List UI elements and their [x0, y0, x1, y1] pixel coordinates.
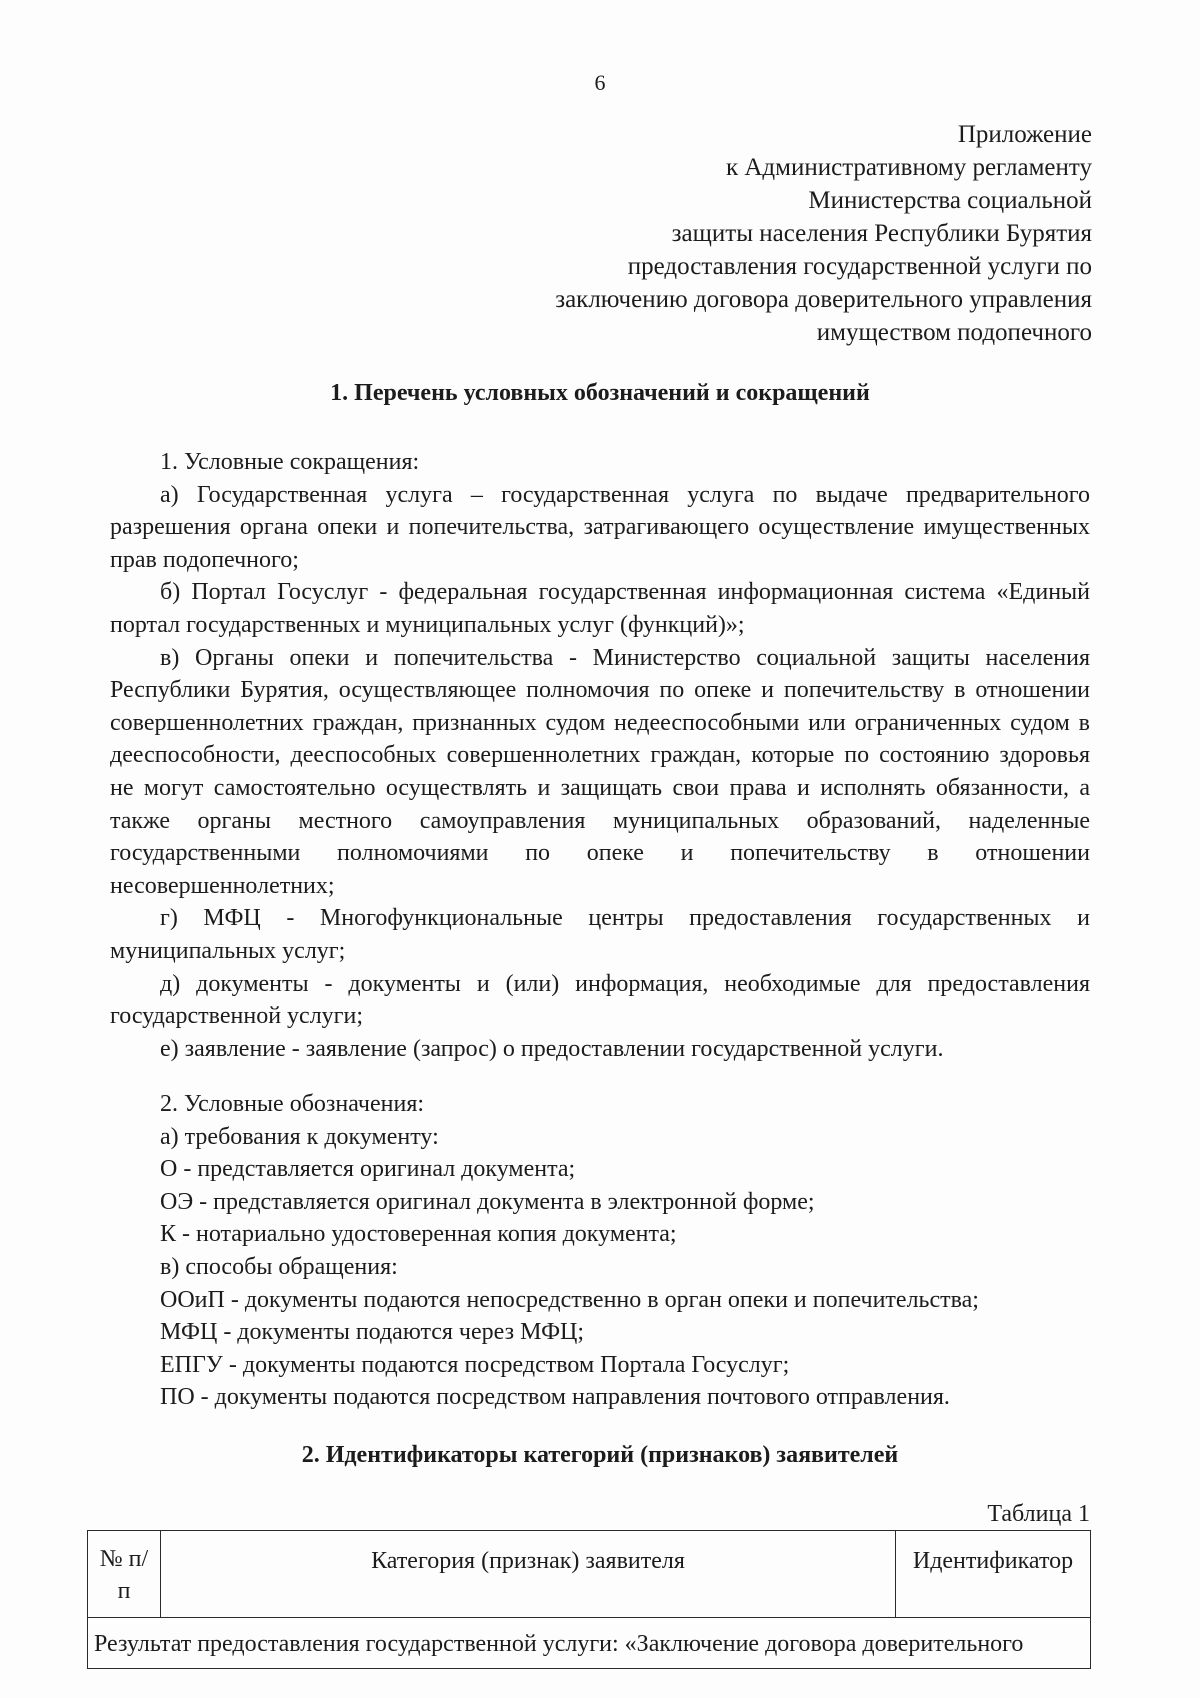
- symbol-item: ЕПГУ - документы подаются посредством Портала Госуслуг;: [160, 1351, 790, 1378]
- appendix-line: к Административному регламенту: [725, 154, 1092, 181]
- symbol-item: ПО - документы подаются посредством направления почтового отправления.: [160, 1384, 950, 1411]
- appendix-line: Приложение: [957, 121, 1092, 148]
- abbreviation-item: в) Органы опеки и попечительства - Министерство социальной защиты населения Республики Бурятия, осуществляющее полномочия по опеке и попечительству в отношении совершеннолетних граждан, признанных судом недееспособными или ограниченных судом в дееспособности, дееспособных совершеннолетних граждан, которые по состоянию здоровья не могут самостоятельно осуществлять и защищать свои права и исполнять обязанности, а также органы местного самоуправления муниципальных образований, наделенные государственными полномочиями по опеке и попечительству в отношении несовершеннолетних;: [110, 644, 1090, 899]
- table-header-category: Категория (признак) заявителя: [161, 1531, 896, 1618]
- appendix-line: имуществом подопечного: [816, 319, 1092, 346]
- abbreviation-item: а) Государственная услуга – государственная услуга по выдаче предварительного разрешения органа опеки и попечительства, затрагивающего осуществление имущественных прав подопечного;: [110, 481, 1090, 573]
- appendix-line: защиты населения Республики Бурятия: [671, 220, 1092, 247]
- symbol-item: МФЦ - документы подаются через МФЦ;: [160, 1319, 585, 1346]
- symbol-item: в) способы обращения:: [160, 1253, 398, 1280]
- abbreviation-item: д) документы - документы и (или) информация, необходимые для предоставления государственной услуги;: [110, 970, 1090, 1030]
- symbols-block: [110, 1088, 1090, 1414]
- symbol-item: ОЭ - представляется оригинал документа в электронной форме;: [160, 1188, 815, 1215]
- table-header-row: [88, 1531, 1091, 1618]
- result-row-text: Результат предоставления государственной услуги: «Заключение договора доверительного: [88, 1618, 1091, 1669]
- symbols-title: 2. Условные обозначения:: [160, 1091, 425, 1117]
- symbol-item: О - представляется оригинал документа;: [160, 1156, 576, 1183]
- abbreviations-block: [110, 446, 1090, 1065]
- appendix-line: заключению договора доверительного управления: [555, 286, 1092, 313]
- table-header-identifier: Идентификатор: [896, 1531, 1091, 1618]
- section-2-heading: 2. Идентификаторы категорий (признаков) заявителей: [301, 1442, 899, 1468]
- appendix-header: [392, 118, 1092, 349]
- table-caption: Таблица 1: [987, 1501, 1090, 1527]
- abbreviation-item: г) МФЦ - Многофункциональные центры предоставления государственных и муниципальных услуг;: [110, 905, 1090, 964]
- table-row: [88, 1618, 1091, 1669]
- symbol-item: К - нотариально удостоверенная копия документа;: [160, 1221, 677, 1248]
- appendix-line: Министерства социальной: [808, 187, 1092, 214]
- applicant-categories-table: [87, 1530, 1091, 1669]
- abbreviation-item: е) заявление - заявление (запрос) о предоставлении государственной услуги.: [160, 1035, 944, 1062]
- abbreviations-title: 1. Условные сокращения:: [160, 449, 420, 475]
- symbol-item: ООиП - документы подаются непосредственно в орган опеки и попечительства;: [160, 1286, 979, 1313]
- appendix-line: предоставления государственной услуги по: [627, 253, 1092, 280]
- table-header-number: № п/п: [88, 1531, 161, 1618]
- page-number: 6: [594, 70, 606, 95]
- abbreviation-item: б) Портал Госуслуг - федеральная государственная информационная система «Единый портал государственных и муниципальных услуг (функций)»;: [110, 579, 1090, 638]
- section-1-heading: 1. Перечень условных обозначений и сокращений: [330, 380, 870, 406]
- symbol-item: а) требования к документу:: [160, 1123, 439, 1150]
